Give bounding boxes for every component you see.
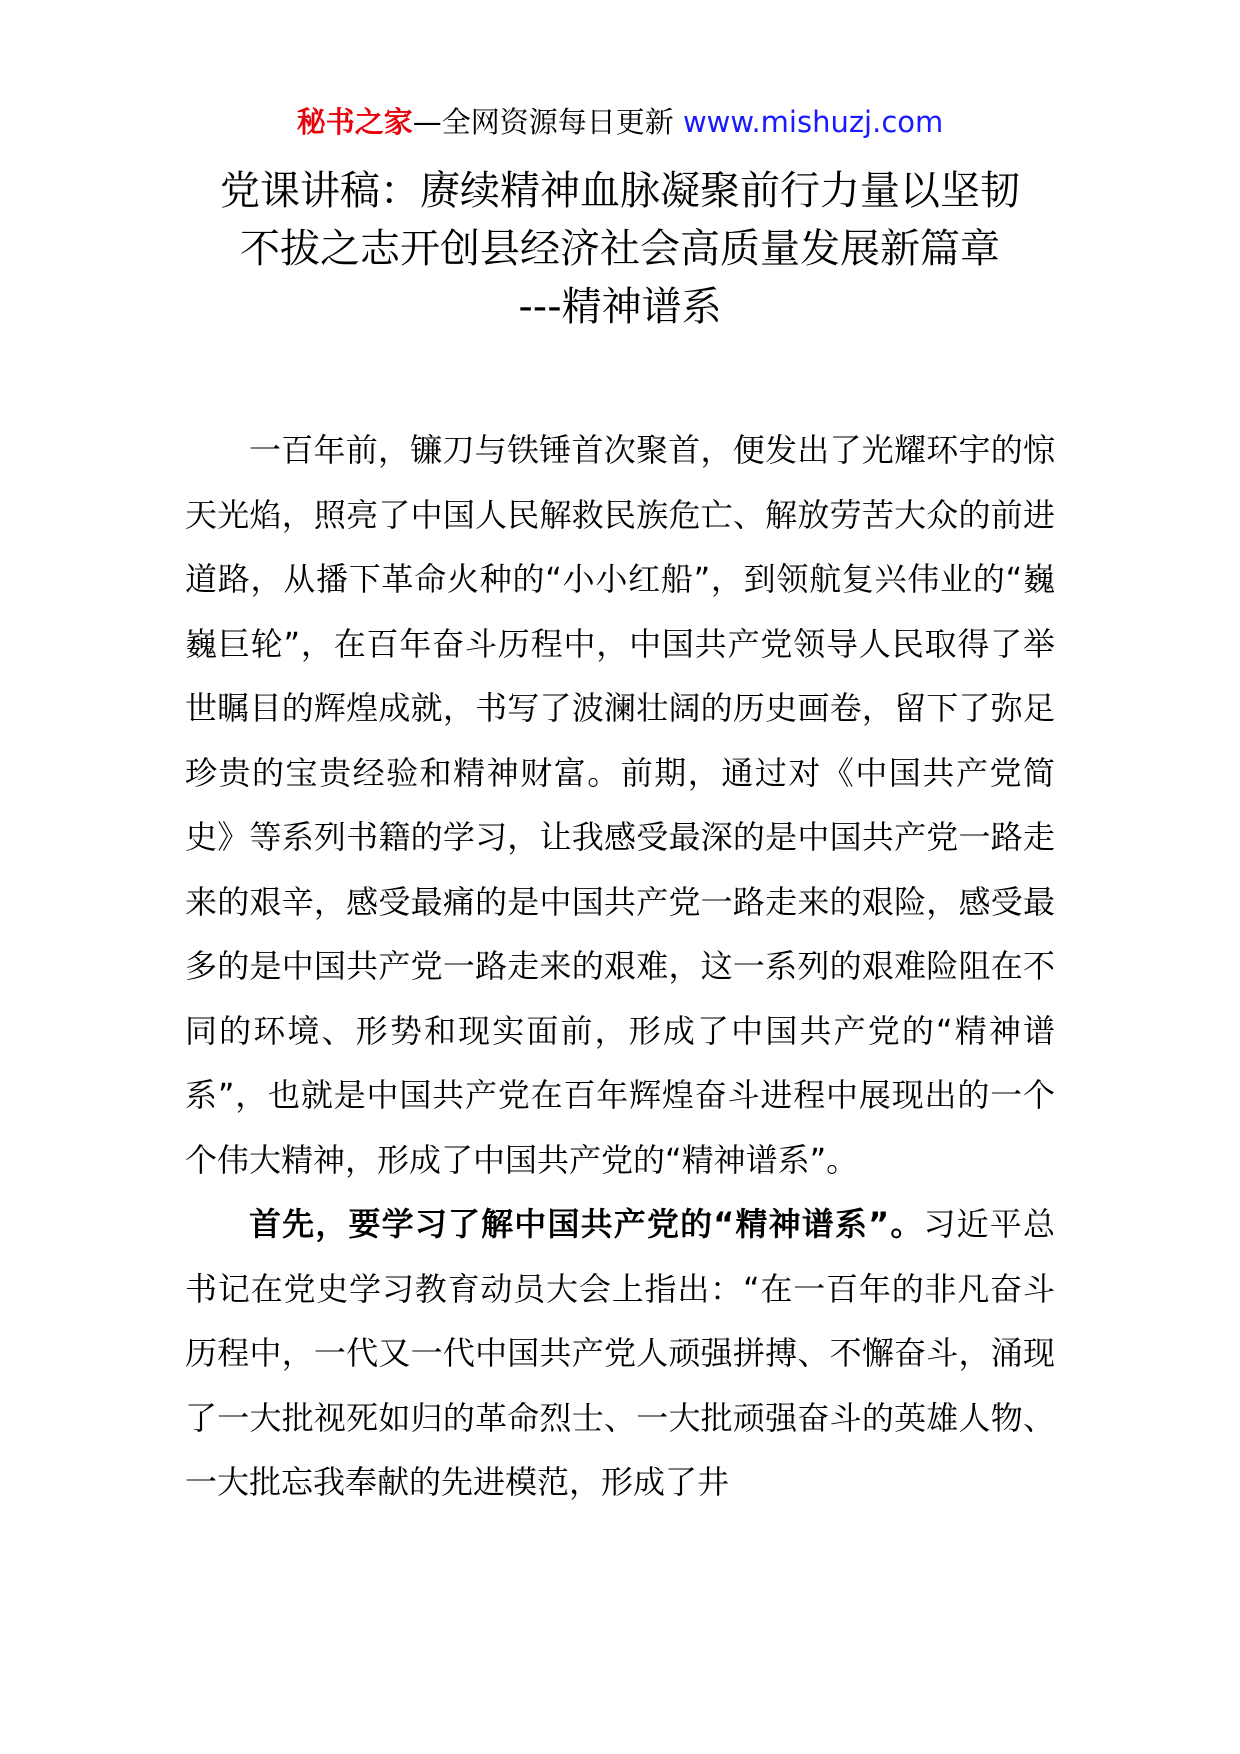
paragraph-1-text: 一百年前，镰刀与铁锤首次聚首，便发出了光耀环宇的惊天光焰，照亮了中国人民解救民族危亡、解放劳苦大众的前进道路，从播下革命火种的“小小红船”，到领航复兴伟业的“巍巍巨轮”，在百年奋斗历程中，中国共产党领导人民取得了举世瞩目的辉煌成就，书写了波澜壮阔的历史画卷，留下了弥足珍贵的宝贵经验和精神财富。前期，通过对《中国共产党简史》等系列书籍的学习，让我感受最深的是中国共产党一路走来的艰辛，感受最痛的是中国共产党一路走来的艰险，感受最多的是中国共产党一路走来的艰难，这一系列的艰难险阻在不同的环境、形势和现实面前，形成了中国共产党的“精神谱系”，也就是中国共产党在百年辉煌奋斗进程中展现出的一个个伟大精神，形成了中国共产党的“精神谱系”。 (185, 431, 1055, 1179)
title-line-1: 党课讲稿：赓续精神血脉凝聚前行力量以坚韧 (220, 168, 1020, 214)
document-body (185, 418, 1055, 1515)
site-name: 秘书之家 (296, 105, 413, 139)
site-slogan: —全网资源每日更新 (412, 105, 674, 139)
site-url-link[interactable]: www.mishuzj.com (682, 105, 944, 139)
paragraph-1 (185, 418, 1055, 1192)
paragraph-2 (185, 1192, 1055, 1515)
site-header (0, 100, 1240, 144)
document-title (150, 162, 1090, 336)
title-line-3: ---精神谱系 (518, 284, 722, 330)
paragraph-2-text: 习近平总书记在党史学习教育动员大会上指出：“在一百年的非凡奋斗历程中，一代又一代中国共产党人顽强拼搏、不懈奋斗，涌现了一大批视死如归的革命烈士、一大批顽强奋斗的英雄人物、一大批忘我奉献的先进模范，形成了井 (185, 1205, 1055, 1501)
paragraph-2-lead: 首先，要学习了解中国共产党的“精神谱系”。 (249, 1205, 924, 1243)
title-line-2: 不拔之志开创县经济社会高质量发展新篇章 (240, 226, 1000, 272)
